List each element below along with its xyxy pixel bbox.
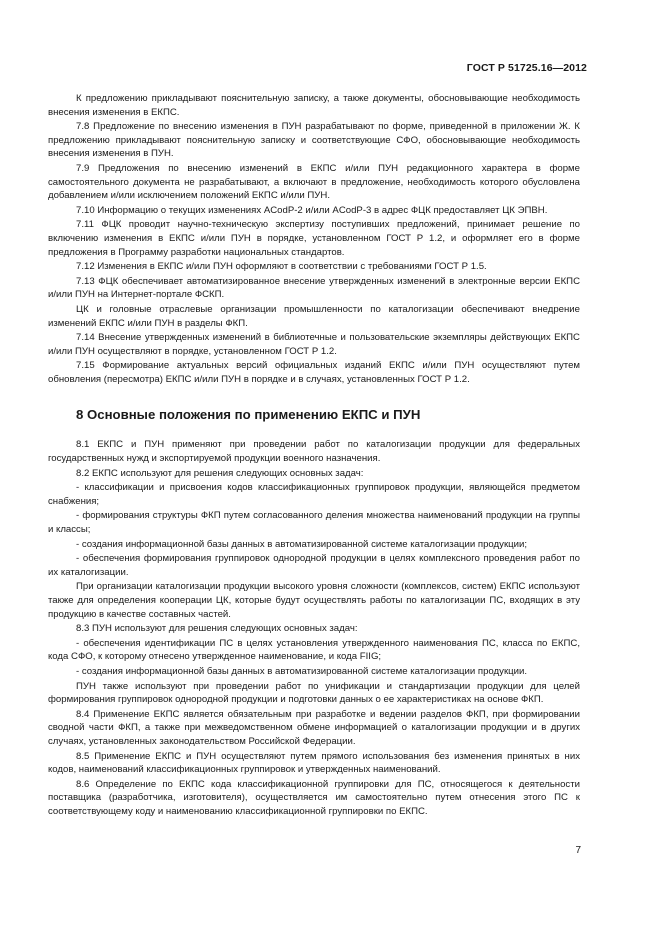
paragraph: 7.15 Формирование актуальных версий официальных изданий ЕКПС и/или ПУН осуществляют путем обновления (пересмотра) ЕКПС и/или ПУН в порядке и в случаях, установленных ГОСТ Р 1.2. [48, 360, 580, 385]
paragraph: 7.11 ФЦК проводит научно-техническую экспертизу поступивших предложений, принимает решение по включению изменения в ЕКПС и/или ПУН в порядке, установленном ГОСТ Р 1.2, и оформляет его в форме предложения в Программу разработки национальных стандартов. [48, 219, 580, 258]
paragraph: 8.6 Определение по ЕКПС кода классификационной группировки для ПС, относящегося к деятельности поставщика (разработчика, изготовителя), осуществляется им самостоятельно путем отнесения этого ПС к соответствующему коду и наименованию классификационной группировки по ЕКПС. [48, 778, 580, 817]
paragraph: 8.4 Применение ЕКПС является обязательным при разработке и ведении разделов ФКП, при формировании сводной части ФКП, а также при межведомственном обмене информацией о каталогизации продукции и в других случаях, установленных законодательством Российской Федерации. [48, 708, 580, 747]
paragraph: ЦК и головные отраслевые организации промышленности по каталогизации обеспечивают внедрение изменений ЕКПС и/или ПУН в разделы ФКП. [48, 303, 580, 329]
list-item: - классификации и присвоения кодов классификационных группировок продукции, являющейся предметом снабжения; [48, 482, 580, 507]
section-title: 8 Основные положения по применению ЕКПС и ПУН [76, 407, 421, 423]
paragraph: 7.9 Предложения по внесению изменений в ЕКПС и/или ПУН редакционного характера в форме самостоятельного документа не разрабатывают, а включают в предложение, необходимость которого обусловлена добавлением и/или исключением положений ЕКПС и/или ПУН. [48, 162, 580, 202]
list-item: - обеспечения идентификации ПС в целях установления утвержденного наименования ПС, класса по ЕКПС, кода СФО, к которому отнесено утвержденное наименование, и кода FIIG; [48, 637, 580, 663]
paragraph: 7.10 Информацию о текущих изменениях ACodP-2 и/или ACodP-3 в адрес ФЦК предоставляет ЦК ЭПВН. [76, 204, 548, 216]
paragraph: К предложению прикладывают пояснительную записку, а также документы, обосновывающие необходимость внесения изменения в ЕКПС. [48, 93, 580, 118]
list-item: - формирования структуры ФКП путем согласованного деления множества наименований продукции на группы и классы; [48, 510, 580, 536]
list-item: - создания информационной базы данных в автоматизированной системе каталогизации продукции; [76, 538, 528, 550]
paragraph: ПУН также используют при проведении работ по унификации и стандартизации продукции для целей формирования группировок однородной продукции и подготовки данных о ее характеристиках на основе ФКП. [48, 680, 580, 706]
standard-code-header: ГОСТ Р 51725.16—2012 [466, 62, 587, 74]
paragraph: 8.1 ЕКПС и ПУН применяют при проведении работ по каталогизации продукции для федеральных государственных нужд и экспортируемой продукции военного назначения. [48, 439, 580, 465]
page-number: 7 [575, 845, 581, 856]
paragraph: 7.8 Предложение по внесению изменения в ПУН разрабатывают по форме, приведенной в приложении Ж. К предложению прикладывают пояснительную записку и соответствующие СФО, обосновывающие необходимость внесения изменения в ПУН. [48, 121, 580, 160]
paragraph: 7.14 Внесение утвержденных изменений в библиотечные и пользовательские экземпляры действующих ЕКПС и/или ПУН осуществляют в порядке, установленном ГОСТ Р 1.2. [48, 332, 580, 357]
paragraph: 8.2 ЕКПС используют для решения следующих основных задач: [76, 467, 364, 479]
page-body [48, 92, 580, 819]
paragraph: 7.13 ФЦК обеспечивает автоматизированное внесение утвержденных изменений в электронные версии ЕКПС и/или ПУН на Интернет-портале ФСКП. [48, 275, 580, 301]
paragraph: 8.3 ПУН используют для решения следующих основных задач: [76, 623, 358, 635]
list-item: - обеспечения формирования группировок однородной продукции в целях комплексного проведения работ по их каталогизации. [48, 553, 580, 578]
paragraph: 8.5 Применение ЕКПС и ПУН осуществляют путем прямого использования без изменения принятых в них кодов, наименований классификационных группировок и утвержденных наименований. [48, 750, 580, 776]
paragraph: При организации каталогизации продукции высокого уровня сложности (комплексов, систем) ЕКПС используют также для определения кооперации ЦК, которые будут осуществлять работы по каталогизации ПС, входящих в эту продукцию в качестве составных частей. [48, 581, 580, 620]
list-item: - создания информационной базы данных в автоматизированной системе каталогизации продукции. [76, 665, 528, 677]
paragraph: 7.12 Изменения в ЕКПС и/или ПУН оформляют в соответствии с требованиями ГОСТ Р 1.5. [76, 261, 487, 273]
